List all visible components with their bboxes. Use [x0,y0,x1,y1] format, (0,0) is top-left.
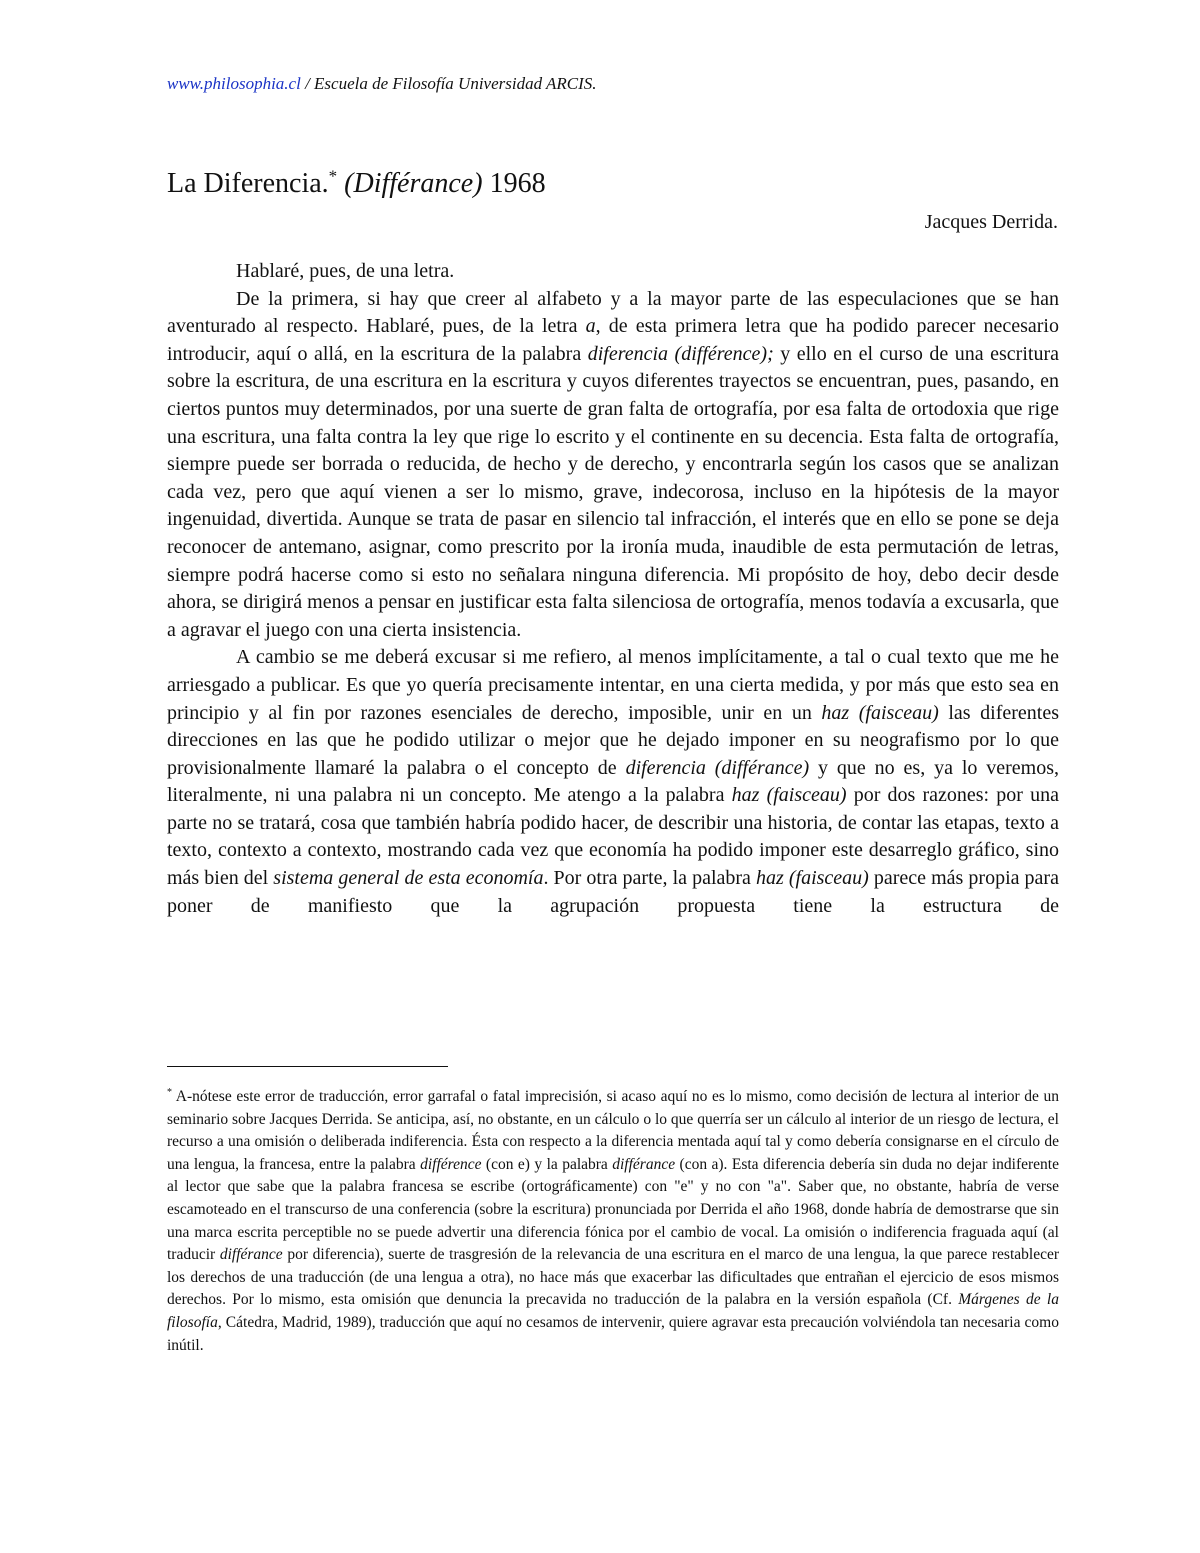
p3-text-i: . Por otra parte, la palabra [543,867,756,890]
p3-italic-haz-2: haz (faisceau) [731,784,847,807]
header-institution: Escuela de Filosofía Universidad ARCIS. [314,74,597,93]
p3-text-a: A cambio se me deberá excusar si me refiero, al menos implícitamente, a tal o cual texto que me he arriesgado a publicar. Es que yo quería precisamente intentar, en una cierta medida, y por más que esto sea en principio y al fin por razones esenciales de derecho, imposible, unir en un [167,646,1059,724]
title-original: (Différance) [344,168,483,199]
title-footnote-mark[interactable]: * [328,166,338,186]
p3-text-c: las diferentes direcciones en las que he podido utilizar o mejor que he dejado imponer en su neografismo por lo que provisionalmente llamaré la palabra o el concepto de [167,701,1059,779]
p2-text-e: y ello en el curso de una escritura sobre la escritura, de una escritura en la escritura y cuyos diferentes trayectos se encuentran, pues, pasando, en ciertos puntos muy determinados, por una suerte de gran falta de ortografía, por esa falta de ortodoxia que rige una escritura, una falta contra la ley que rige lo escrito y el continente en su decencia. Esta falta de ortografía, siempre puede ser borrada o reducida, de hecho y de derecho, y encontrarla según los casos que se analizan cada vez, pero que aquí vienen a ser lo mismo, grave, indecorosa, incluso en la hipótesis de la mayor ingenuidad, divertida. Aunque se trata de pasar en silencio tal infracción, el interés que en ello se pone se deja reconocer de antemano, asignar, como prescrito por la ironía muda, inaudible de esta permutación de letras, siempre podrá hacerse como si esto no señalara ninguna diferencia. Mi propósito de hoy, debo decir desde ahora, se dirigirá menos a pensar en justificar esta falta silenciosa de ortografía, menos todavía a excusarla, que a agravar el juego con una cierta insistencia. [167,342,1059,641]
title-main: La Diferencia. [167,168,329,199]
footnote [167,1086,1059,1357]
page-header [167,74,597,94]
document-title [167,168,546,200]
footnote-text-e: (con a). Esta diferencia debería sin duda no dejar indiferente al lector que sabe que la palabra francesa se escribe (ortográficamente) con "e" y no con "a". Saber que, no obstante, habría de verse escamoteado en el transcurso de una conferencia (sobre la escritura) pronunciada por Derrida el año 1968, donde habría de demostrarse que sin una marca escrita perceptible no se puede advertir una diferencia fónica por el cambio de vocal. La omisión o indiferencia fraguada aquí (al traducir [167,1155,1059,1264]
footnote-italic-differance-2: différance [219,1246,283,1264]
paragraph-2 [167,286,1059,645]
footnote-mark: * [167,1086,172,1098]
author-name: Jacques Derrida. [924,211,1058,233]
p3-italic-differance: diferencia (différance) [625,756,810,779]
p2-italic-letter: a [585,315,596,338]
footnote-italic-differance-1: différance [612,1155,676,1173]
footnote-text-a: A-nótese este error de traducción, error garrafal o fatal imprecisión, si acaso aquí no es lo mismo, como decisión de lectura al interior de un seminario sobre Jacques Derrida. Se anticipa, así, no obstante, en un cálculo o lo que querría ser un cálculo al interior de un riesgo de lectura, el recurso a una omisión o deliberada indiferencia. Ésta con respecto a la diferencia mentada aquí tal y como debería consignarse en el círculo de una lengua, la francesa, entre la palabra [167,1088,1059,1173]
footnote-italic-margenes: Márgenes de la filosofía [167,1291,1059,1331]
paragraph-1 [167,258,1059,286]
footnote-text-g: por diferencia), suerte de trasgresión de la relevancia de una escritura en el marco de una lengua, la que parece restablecer los derechos de una traducción (de una lengua a otra), no hace más que exacerbar las dificultades que entrañan el ejercicio de esos mismos derechos. Por lo mismo, esta omisión que denuncia la precavida no traducción de la palabra en la versión española (Cf. [167,1246,1060,1309]
p3-italic-sistema: sistema general de esta economía [273,867,544,890]
p2-italic-term: diferencia (différence); [587,342,774,365]
paragraph-3 [167,644,1059,920]
footnote-text-i: , Cátedra, Madrid, 1989), traducción que aquí no cesamos de intervenir, quiere agravar esta precaución volviéndola tan necesaria como inútil. [167,1313,1059,1354]
body-text [167,258,1059,920]
p2-text-a: De la primera, si hay que creer al alfabeto y a la mayor parte de las especulaciones que se han aventurado al respecto. Hablaré, pues, de la letra [167,287,1059,338]
p3-text-e: y que no es, ya lo veremos, literalmente, ni una palabra ni un concepto. Me atengo a la palabra [167,756,1059,807]
footnote-text-c: (con e) y la palabra [481,1155,613,1173]
p3-italic-haz-3: haz (faisceau) [756,867,869,890]
site-link[interactable]: www.philosophia.cl [167,74,301,93]
p3-text-g: por dos razones: por una parte no se tratará, cosa que también habría podido hacer, de describir una historia, de contar las etapas, texto a texto, contexto a contexto, mostrando cada vez que economía ha podido imponer este desarreglo gráfico, sino más bien del [167,784,1059,890]
p3-text-k: parece más propia para poner de manifiesto que la agrupación propuesta tiene la estructura de [167,867,1059,917]
title-year: 1968 [482,168,546,199]
p3-italic-haz-1: haz (faisceau) [821,701,939,724]
header-separator: / [300,74,315,93]
footnote-divider [167,1066,448,1067]
p2-text-c: , de esta primera letra que ha podido parecer necesario introducir, aquí o allá, en la escritura de la palabra [167,315,1059,365]
paragraph-1-text: Hablaré, pues, de una letra. [236,260,455,282]
footnote-italic-difference: différence [420,1155,482,1173]
